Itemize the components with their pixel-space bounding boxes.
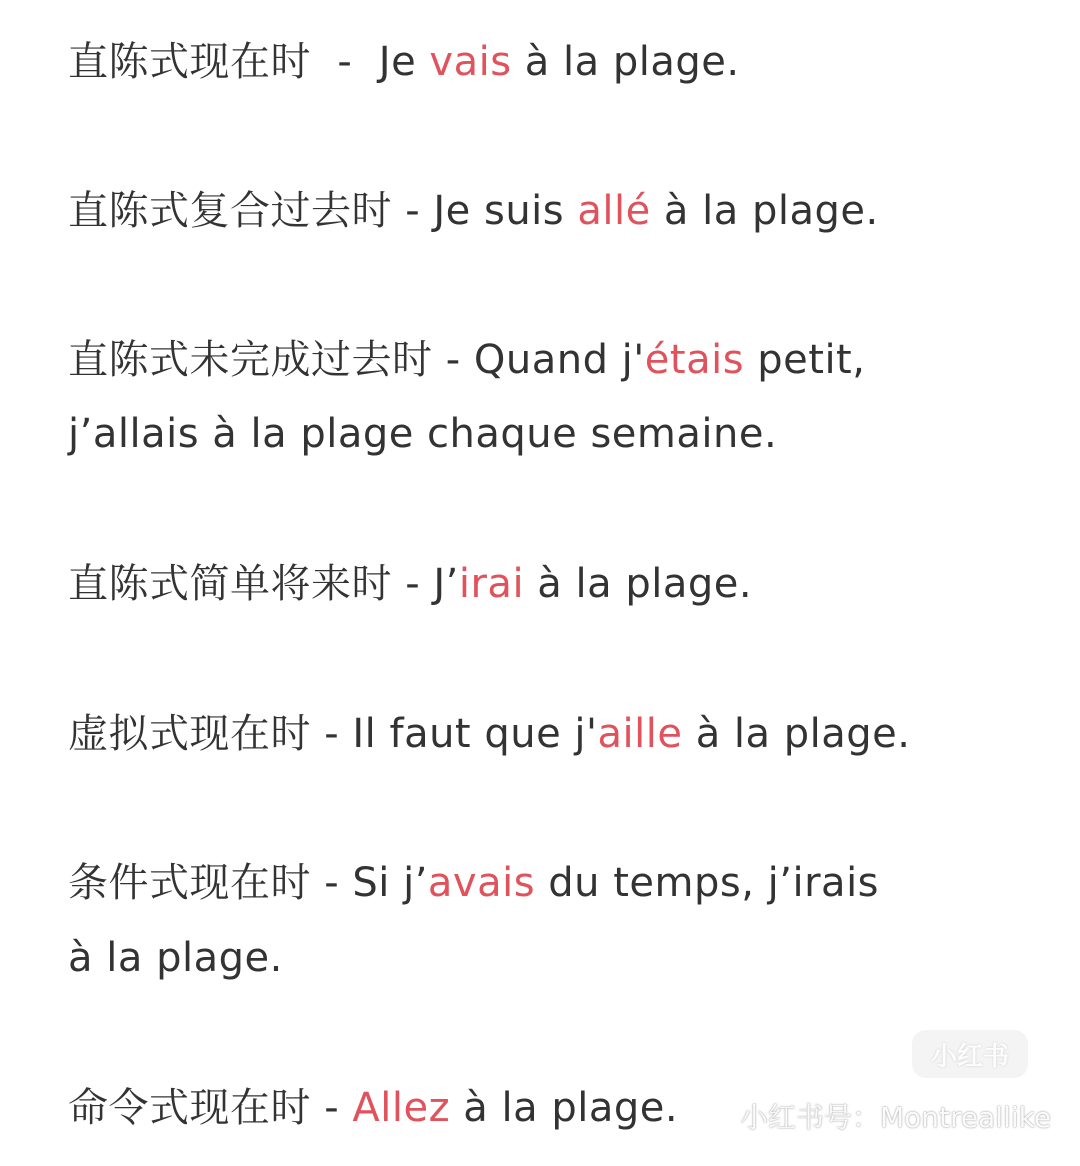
entry-conditionnel-continuation: à la plage. [68,935,283,981]
entry-present-indicative [68,38,740,86]
tense-label: 虚拟式现在时 [68,711,311,757]
highlighted-verb: irai [458,561,525,607]
sentence-rest: à la plage. [682,711,911,757]
highlighted-verb: Allez [352,1085,451,1131]
sentence-rest: à la plage. [450,1085,679,1131]
tense-label: 命令式现在时 [68,1085,311,1131]
highlighted-verb: étais [644,337,745,383]
tense-label: 直陈式简单将来时 [68,561,392,607]
entry-subjonctif-present [68,710,911,758]
entry-imperatif-present [68,1084,678,1132]
entry-imparfait-continuation: j’allais à la plage chaque semaine. [68,411,778,457]
tense-label: 条件式现在时 [68,860,311,906]
account-id-watermark: 小红书号：Montreallike [740,1101,1052,1134]
sentence-prefix: - Si j’ [311,860,428,906]
sentence-rest: à la plage. [511,39,740,85]
highlighted-verb: vais [429,39,512,85]
sentence-rest: à la plage. [650,188,879,234]
highlighted-verb: aille [597,711,683,757]
sentence-prefix: - Je [311,39,430,85]
entry-imparfait [68,336,865,384]
tense-label: 直陈式复合过去时 [68,188,392,234]
sentence-prefix: - J’ [392,561,459,607]
highlighted-verb: allé [577,188,651,234]
entry-conditionnel-present [68,859,879,907]
sentence-rest: à la plage. [524,561,753,607]
sentence-rest: du temps, j’irais [535,860,880,906]
tense-label: 直陈式未完成过去时 [68,337,433,383]
sentence-prefix: - Je suis [392,188,578,234]
entry-futur-simple [68,560,752,608]
sentence-rest: petit, [744,337,866,383]
entry-passe-compose [68,187,879,235]
sentence-prefix: - Quand j' [432,337,645,383]
tense-label: 直陈式现在时 [68,39,311,85]
xiaohongshu-logo-watermark: 小红书 [912,1030,1028,1078]
sentence-prefix: - [311,1085,353,1131]
highlighted-verb: avais [427,860,536,906]
sentence-prefix: - Il faut que j' [311,711,598,757]
